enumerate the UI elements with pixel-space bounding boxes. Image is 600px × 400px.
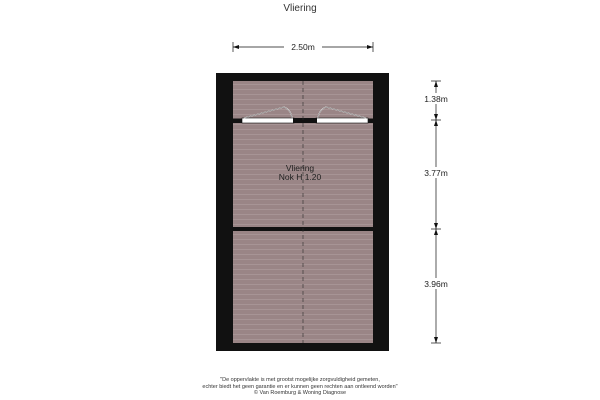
room-ridge-height: Nok H 1.20 <box>278 172 322 182</box>
height-dimension-chain <box>431 81 441 343</box>
disclaimer-line-2: echter biedt het geen garantie en er kunnen geen rechten aan ontleend worden" <box>202 383 398 390</box>
page-title: Vliering <box>283 3 317 14</box>
height-label-1: 1.38m <box>424 94 448 104</box>
height-label-3: 3.96m <box>424 279 448 289</box>
room-name: Vliering <box>285 163 315 173</box>
disclaimer-line-3: © Van Roemburg & Woning Diagnose <box>253 390 347 396</box>
height-label-2: 3.77m <box>424 168 448 178</box>
disclaimer-line-1: "De oppervlakte is met grootst mogelijke zorgvuldigheid gemeten, <box>220 377 380 383</box>
disclaimer <box>0 377 600 397</box>
floor-area-top <box>233 81 373 119</box>
width-dimension-label: 2.50m <box>291 42 315 52</box>
